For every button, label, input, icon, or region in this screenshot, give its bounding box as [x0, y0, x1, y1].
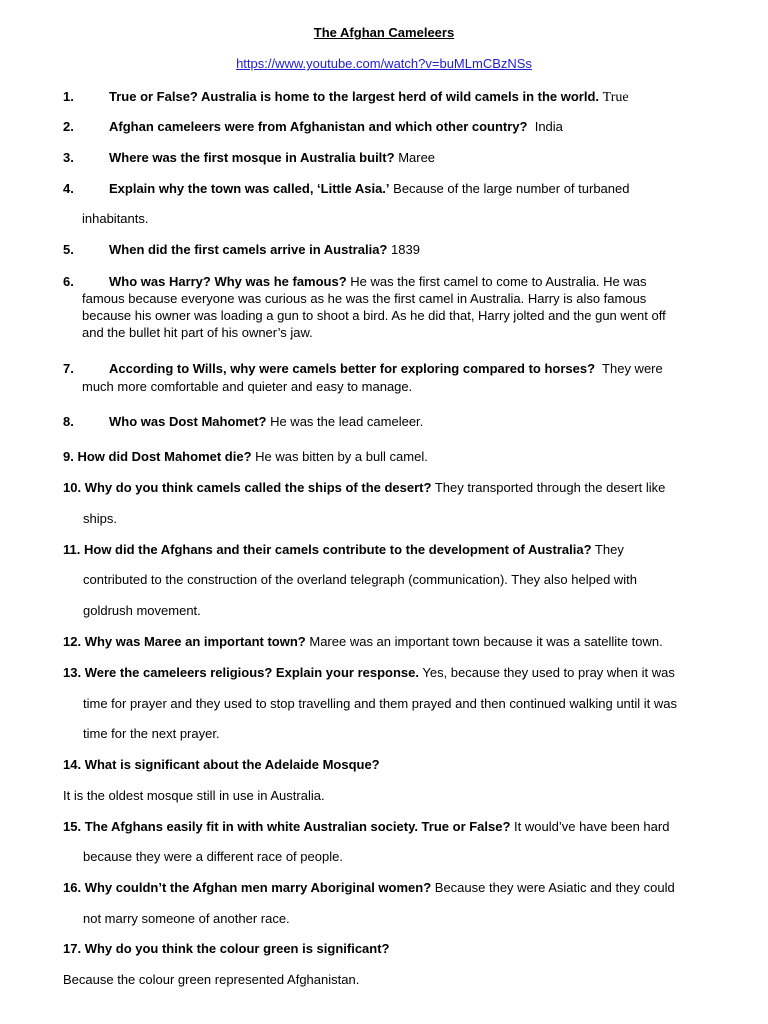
question-text: Where was the first mosque in Australia built?	[109, 150, 395, 165]
question-text: True or False? Australia is home to the largest herd of wild camels in the world.	[109, 89, 600, 104]
question-15	[63, 818, 753, 835]
question-text: Were the cameleers religious? Explain your response.	[84, 665, 419, 680]
answer-text: Maree was an important town because it was a satellite town.	[309, 634, 663, 649]
answer-text: Maree	[398, 150, 436, 165]
answer-text: Yes, because they used to pray when it was	[422, 665, 675, 680]
answer-text: Because of the large number of turbaned	[393, 181, 630, 196]
answer-text: It would’ve have been hard	[514, 819, 670, 834]
question-text: Why couldn’t the Afghan men marry Aboriginal women?	[84, 880, 432, 895]
answer-continuation: because they were a different race of people.	[83, 849, 343, 864]
question-number: 17.	[63, 941, 82, 956]
question-number: 10.	[63, 480, 82, 495]
youtube-link[interactable]: https://www.youtube.com/watch?v=buMLmCBzNSs	[236, 56, 532, 71]
question-text: How did the Afghans and their camels contribute to the development of Australia?	[83, 542, 592, 557]
question-text: Afghan cameleers were from Afghanistan and which other country?	[109, 119, 528, 134]
question-11	[63, 541, 753, 558]
answer-continuation: inhabitants.	[82, 211, 149, 226]
answer-text: It is the oldest mosque still in use in Australia.	[63, 788, 325, 803]
answer-continuation: goldrush movement.	[83, 603, 201, 618]
question-number: 12.	[63, 634, 82, 649]
question-10	[63, 479, 753, 496]
question-text: What is significant about the Adelaide Mosque?	[84, 757, 380, 772]
question-9	[63, 448, 753, 465]
answer-continuation: time for the next prayer.	[83, 726, 220, 741]
question-number: 9.	[63, 449, 74, 464]
question-number: 8.	[63, 414, 74, 429]
question-number: 4.	[63, 181, 74, 196]
question-number: 15.	[63, 819, 82, 834]
question-text: Why do you think camels called the ships of the desert?	[84, 480, 432, 495]
question-text: According to Wills, why were camels better for exploring compared to horses?	[109, 361, 596, 376]
document-title: The Afghan Cameleers	[313, 25, 455, 40]
answer-continuation: time for prayer and they used to stop travelling and them prayed and then continued walking until it was	[83, 696, 678, 711]
question-text: The Afghans easily fit in with white Australian society. True or False?	[84, 819, 511, 834]
question-number: 3.	[63, 150, 74, 165]
answer-text: They	[594, 542, 624, 557]
question-number: 2.	[63, 119, 74, 134]
answer-continuation: much more comfortable and quieter and easy to manage.	[82, 379, 413, 394]
question-number: 5.	[63, 242, 74, 257]
answer-continuation: contributed to the construction of the overland telegraph (communication). They also helped with	[83, 572, 638, 587]
question-text: Who was Dost Mahomet?	[109, 414, 267, 429]
answer-text: He was the first camel to come to Australia. He was	[350, 274, 647, 289]
question-16	[63, 879, 753, 896]
question-number: 16.	[63, 880, 82, 895]
answer-continuation: famous because everyone was curious as he was the first camel in Australia. Harry is also famous	[82, 291, 647, 306]
question-number: 14.	[63, 757, 82, 772]
answer-continuation: and the bullet hit part of his owner’s jaw.	[82, 325, 313, 340]
question-14	[63, 756, 753, 773]
question-number: 7.	[63, 361, 74, 376]
question-text: How did Dost Mahomet die?	[77, 449, 252, 464]
question-number: 6.	[63, 274, 74, 289]
question-12	[63, 633, 753, 650]
question-text: Explain why the town was called, ‘Little Asia.’	[109, 181, 390, 196]
answer-text: Because the colour green represented Afghanistan.	[63, 972, 360, 987]
answer-text: He was bitten by a bull camel.	[255, 449, 428, 464]
answer-continuation: because his owner was loading a gun to shoot a bird. As he did that, Harry jolted and the gun went off	[82, 308, 666, 323]
answer-continuation: not marry someone of another race.	[83, 911, 290, 926]
question-13	[63, 664, 753, 681]
question-text: Why was Maree an important town?	[84, 634, 306, 649]
question-text: Who was Harry? Why was he famous?	[109, 274, 347, 289]
answer-text: True	[602, 90, 629, 105]
question-text: Why do you think the colour green is significant?	[84, 941, 390, 956]
answer-text: They were	[602, 361, 663, 376]
question-number: 13.	[63, 665, 82, 680]
answer-text: He was the lead cameleer.	[270, 414, 424, 429]
answer-continuation: ships.	[83, 511, 117, 526]
question-text: When did the first camels arrive in Australia?	[109, 242, 388, 257]
question-17	[63, 940, 753, 957]
question-number: 1.	[63, 89, 74, 104]
answer-text: 1839	[391, 242, 420, 257]
answer-text: Because they were Asiatic and they could	[434, 880, 675, 895]
question-number: 11.	[63, 542, 81, 557]
answer-text: They transported through the desert like	[434, 480, 666, 495]
answer-text: India	[534, 119, 563, 134]
